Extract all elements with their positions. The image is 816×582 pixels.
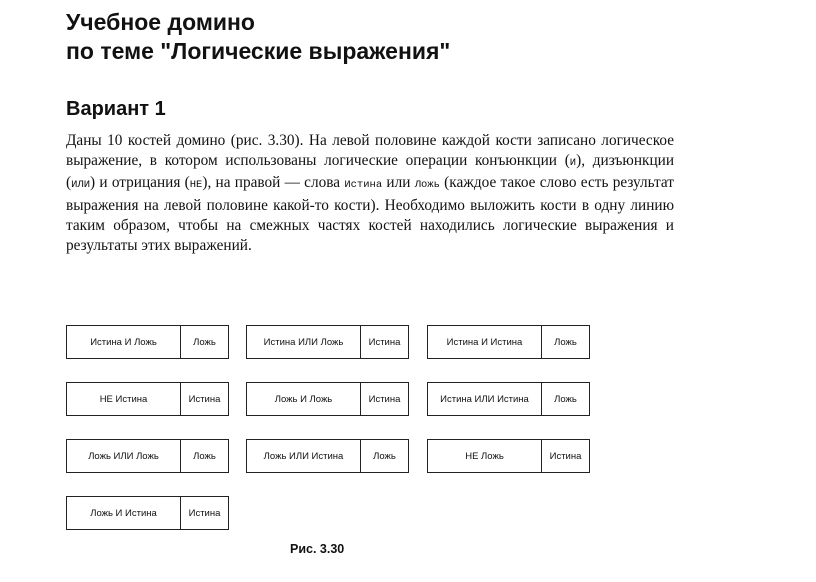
task-part-1: Даны 10 костей домино (рис. 3.30). На левой половине каждой кости записано логическое выражение, в котором использованы логические операции конъюнкции ( [66, 132, 674, 169]
title-line-2: по теме "Логические выражения" [66, 38, 451, 64]
domino-result: Ложь [554, 393, 577, 405]
domino-1 [66, 325, 229, 359]
domino-expression: Ложь И Ложь [247, 383, 361, 415]
domino-expression: Истина И Ложь [67, 326, 181, 358]
domino-6 [427, 382, 590, 416]
domino-9 [427, 439, 590, 473]
domino-expression: Ложь ИЛИ Истина [247, 440, 361, 472]
task-part-4: ), на правой — слова [202, 174, 345, 192]
task-text [66, 131, 674, 255]
title-line-1: Учебное домино [66, 9, 255, 35]
task-part-2: ), дизъюнкции ( [66, 151, 674, 192]
domino-expression: Истина ИЛИ Ложь [247, 326, 361, 358]
word-false: Ложь [414, 179, 440, 192]
domino-expression: Истина ИЛИ Истина [428, 383, 542, 415]
domino-3 [427, 325, 590, 359]
domino-expression: Истина И Истина [428, 326, 542, 358]
domino-5 [246, 382, 409, 416]
variant-heading: Вариант 1 [66, 98, 166, 120]
domino-result: Истина [368, 336, 401, 348]
domino-result: Ложь [554, 336, 577, 348]
domino-expression: НЕ Ложь [428, 440, 542, 472]
domino-result: Ложь [193, 450, 216, 462]
domino-7 [66, 439, 229, 473]
domino-result: Истина [368, 393, 401, 405]
operator-and: И [569, 156, 577, 169]
page-title [66, 8, 450, 66]
task-part-6: (каждое такое слово есть результат выражения на левой половине какой-то кости). Необходимо выложить кости в одну линию таким образом, чтобы на смежных частях костей находились логические выражения и результаты этих выражений. [66, 174, 674, 254]
figure-caption: Рис. 3.30 [290, 542, 345, 556]
word-true: Истина [344, 179, 383, 192]
domino-result: Ложь [193, 336, 216, 348]
domino-4 [66, 382, 229, 416]
domino-8 [246, 439, 409, 473]
domino-expression: НЕ Истина [67, 383, 181, 415]
domino-result: Истина [549, 450, 582, 462]
domino-result: Истина [188, 507, 221, 519]
domino-expression: Ложь И Истина [67, 497, 181, 529]
operator-not: НЕ [189, 179, 203, 192]
domino-expression: Ложь ИЛИ Ложь [67, 440, 181, 472]
domino-10 [66, 496, 229, 530]
domino-result: Ложь [373, 450, 396, 462]
domino-2 [246, 325, 409, 359]
operator-or: ИЛИ [71, 179, 91, 192]
task-part-3: ) и отрицания ( [90, 174, 190, 192]
task-part-5: или [382, 174, 415, 192]
domino-result: Истина [188, 393, 221, 405]
